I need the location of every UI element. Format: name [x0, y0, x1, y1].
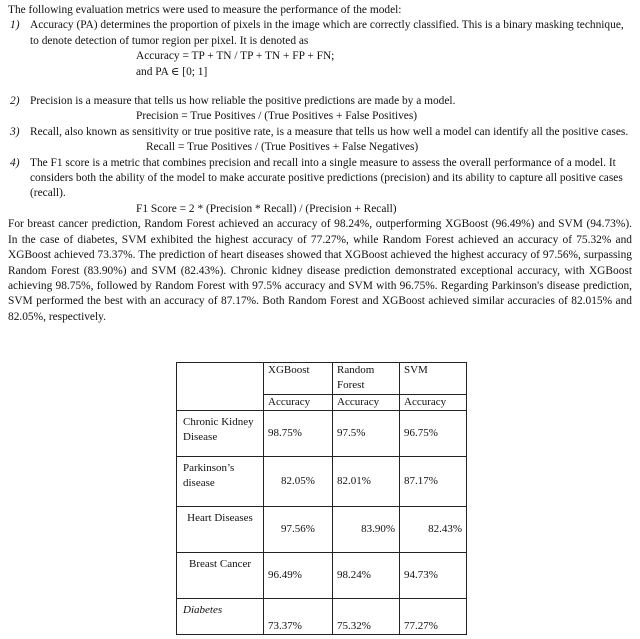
table-row — [177, 456, 467, 506]
cell-svm: 94.73% — [400, 552, 467, 598]
metric-precision — [8, 94, 632, 109]
results-table — [176, 362, 467, 635]
row-label: Chronic Kidney Disease — [177, 410, 264, 456]
cell-svm: 96.75% — [400, 410, 467, 456]
row-label: Diabetes — [177, 598, 264, 634]
list-number: 4) — [10, 156, 20, 169]
metric-f1 — [8, 156, 632, 202]
cell-svm: 87.17% — [400, 456, 467, 506]
cell-random-forest: 83.90% — [333, 506, 400, 552]
metric-recall — [8, 125, 632, 140]
row-label: Parkinson’s disease — [177, 456, 264, 506]
table-corner-cell — [177, 363, 264, 411]
cell-svm: 82.43% — [400, 506, 467, 552]
cell-xgboost: 73.37% — [264, 598, 333, 634]
subheader-accuracy: Accuracy — [264, 394, 333, 410]
list-number: 2) — [10, 95, 20, 108]
table-row — [177, 598, 467, 634]
row-label: Heart Diseases — [177, 506, 264, 552]
cell-random-forest: 82.01% — [333, 456, 400, 506]
table-row — [177, 506, 467, 552]
cell-xgboost: 97.56% — [264, 506, 333, 552]
cell-xgboost: 98.75% — [264, 410, 333, 456]
cell-xgboost: 96.49% — [264, 552, 333, 598]
cell-random-forest: 97.5% — [333, 410, 400, 456]
metric-accuracy — [8, 18, 632, 49]
header-random-forest: Random Forest — [333, 363, 400, 395]
list-number: 1) — [10, 19, 20, 32]
accuracy-formula: Accuracy = TP + TN / TP + TN + FP + FN; — [136, 50, 335, 63]
cell-random-forest: 75.32% — [333, 598, 400, 634]
accuracy-range: and PA ∈ [0; 1] — [136, 65, 208, 78]
f1-formula: F1 Score = 2 * (Precision * Recall) / (Precision + Recall) — [136, 202, 397, 215]
table-row — [177, 410, 467, 456]
precision-formula: Precision = True Positives / (True Positives + False Positives) — [136, 110, 418, 123]
document-page — [8, 3, 632, 325]
subheader-accuracy: Accuracy — [400, 394, 467, 410]
header-svm: SVM — [400, 363, 467, 395]
metric-description: The F1 score is a metric that combines precision and recall into a single measure to assess the overall performance of a model. It considers both the ability of the model to make accurate positive predictions (precision) and its ability to capture all positive cases (recall). — [30, 156, 623, 200]
results-paragraph: For breast cancer prediction, Random Forest achieved an accuracy of 98.24%, outperforming XGBoost (96.49%) and SVM (94.73%). In the case of diabetes, SVM exhibited the highest accuracy of 77.27%, while Random Forest achieved an accuracy of 75.32% and XGBoost achieved 73.37%. The prediction of heart diseases showed that XGBoost achieved the highest accuracy of 97.56%, surpassing Random Forest (83.90%) and SVM (82.43%). Chronic kidney disease prediction demonstrated exceptional accuracy, with XGBoost achieving 98.75%, followed by Random Forest with 97.5% accuracy and SVM with 96.75%. Regarding Parkinson's disease prediction, SVM performed the best with an accuracy of 87.17%. Both Random Forest and XGBoost achieved similar accuracies of 82.015% and 82.05%, respectively. — [8, 218, 632, 323]
header-xgboost: XGBoost — [264, 363, 333, 395]
list-number: 3) — [10, 125, 20, 138]
row-label: Breast Cancer — [177, 552, 264, 598]
cell-xgboost: 82.05% — [264, 456, 333, 506]
metric-description: Precision is a measure that tells us how reliable the positive predictions are made by a model. — [30, 95, 456, 108]
cell-random-forest: 98.24% — [333, 552, 400, 598]
intro-text: The following evaluation metrics were used to measure the performance of the model: — [8, 4, 402, 16]
table-row — [177, 552, 467, 598]
metric-description: Accuracy (PA) determines the proportion of pixels in the image which are correctly classified. This is a binary masking technique, to denote detection of tumor region per pixel. It is denoted as — [30, 19, 624, 47]
recall-formula: Recall = True Positives / (True Positives + False Negatives) — [146, 141, 419, 154]
cell-svm: 77.27% — [400, 598, 467, 634]
subheader-accuracy: Accuracy — [333, 394, 400, 410]
metric-description: Recall, also known as sensitivity or true positive rate, is a measure that tells us how well a model can identify all the positive cases. — [30, 125, 629, 138]
table-header-row — [177, 363, 467, 395]
